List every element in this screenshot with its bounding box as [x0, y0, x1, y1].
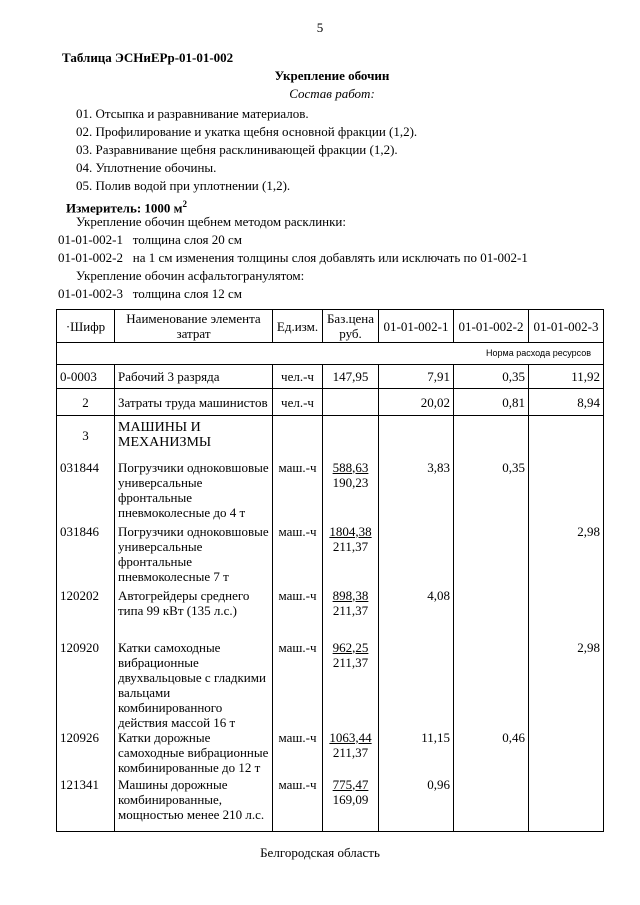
work-item: 03. Разравнивание щебня расклинивающей фракции (1,2).: [76, 142, 398, 157]
row-norm-3: [529, 777, 604, 832]
row-norm-2: 0,81: [454, 389, 529, 416]
row-code: 121341: [57, 777, 115, 832]
row-code: 031846: [57, 524, 115, 588]
row-unit: маш.-ч: [273, 588, 323, 628]
footer-region: Белгородская область: [260, 845, 380, 860]
row-name: Катки самоходные вибрационные двухвальцовые с гладкими вальцами комбинированного действия массой 16 т: [115, 628, 273, 730]
table-header-row: [57, 310, 604, 343]
row-price: 898,38 211,37: [323, 588, 379, 628]
row-norm-3: 2,98: [529, 524, 604, 588]
row-norm-2: 0,46: [454, 730, 529, 777]
row-norm-3: 11,92: [529, 365, 604, 389]
row-name: Машины дорожные комбинированные, мощностью менее 210 л.с.: [115, 777, 273, 832]
table-title: Таблица ЭСНиЕРр-01-01-002: [62, 50, 234, 65]
row-price: [323, 389, 379, 416]
composition-title: Состав работ:: [289, 86, 375, 101]
row-name: Катки дорожные самоходные вибрационные комбинированные до 12 т: [115, 730, 273, 777]
row-name: Погрузчики одноковшовые универсальные фронтальные пневмоколесные до 4 т: [115, 460, 273, 524]
resource-table: [56, 309, 604, 832]
table-row: [57, 588, 604, 628]
table-row: [57, 628, 604, 730]
item-code: 01-01-002-2: [58, 250, 123, 265]
row-norm-1: [379, 416, 454, 460]
item-code: 01-01-002-3: [58, 286, 123, 301]
row-norm-2: 0,35: [454, 460, 529, 524]
table-row: [57, 524, 604, 588]
col-header-code: ·Шифр: [57, 310, 115, 343]
row-unit: маш.-ч: [273, 730, 323, 777]
work-item: 05. Полив водой при уплотнении (1,2).: [76, 178, 291, 193]
row-norm-3: 2,98: [529, 628, 604, 730]
row-norm-2: [454, 777, 529, 832]
row-price: 775,47 169,09: [323, 777, 379, 832]
row-price: 1063,44 211,37: [323, 730, 379, 777]
row-unit: маш.-ч: [273, 524, 323, 588]
row-price: 588,63 190,23: [323, 460, 379, 524]
row-norm-3: [529, 588, 604, 628]
row-norm-2: [454, 524, 529, 588]
item-text: толщина слоя 20 см: [132, 232, 243, 247]
row-norm-3: [529, 460, 604, 524]
table-section-row: [57, 416, 604, 460]
row-code: 120926: [57, 730, 115, 777]
work-item: 01. Отсыпка и разравнивание материалов.: [76, 106, 309, 121]
row-norm-1: 0,96: [379, 777, 454, 832]
row-unit: чел.-ч: [273, 389, 323, 416]
meter-sup: 2: [182, 199, 188, 209]
row-code: 0-0003: [57, 365, 115, 389]
table-row: [57, 460, 604, 524]
item-text: толщина слоя 12 см: [132, 286, 243, 301]
table-row: [57, 730, 604, 777]
item-text: на 1 см изменения толщины слоя добавлять или исключать по 01-002-1: [132, 250, 528, 265]
row-norm-1: 4,08: [379, 588, 454, 628]
row-code: 2: [57, 389, 115, 416]
row-code: 3: [57, 416, 115, 460]
row-unit: чел.-ч: [273, 365, 323, 389]
col-header-norm-2: 01-01-002-2: [454, 310, 529, 343]
row-norm-1: 20,02: [379, 389, 454, 416]
item-code: 01-01-002-1: [58, 232, 123, 247]
row-name: МАШИНЫ И МЕХАНИЗМЫ: [115, 416, 273, 460]
norm-label-row: [57, 343, 604, 365]
section-heading: Укрепление обочин: [274, 68, 390, 83]
row-norm-3: [529, 416, 604, 460]
row-price: 962,25 211,37: [323, 628, 379, 730]
row-norm-2: 0,35: [454, 365, 529, 389]
row-code: 031844: [57, 460, 115, 524]
col-header-name: Наименование элемента затрат: [115, 310, 273, 343]
row-code: 120920: [57, 628, 115, 730]
row-norm-3: [529, 730, 604, 777]
item-2: [58, 250, 528, 266]
work-item: 04. Уплотнение обочины.: [76, 160, 217, 175]
row-norm-2: [454, 628, 529, 730]
work-item: 02. Профилирование и укатка щебня основной фракции (1,2).: [76, 124, 418, 139]
table-row: [57, 365, 604, 389]
page-number: 5: [316, 20, 324, 35]
row-price: 147,95: [323, 365, 379, 389]
row-unit: маш.-ч: [273, 628, 323, 730]
row-norm-1: [379, 524, 454, 588]
row-norm-2: [454, 416, 529, 460]
col-header-price: Баз.цена руб.: [323, 310, 379, 343]
row-norm-1: 3,83: [379, 460, 454, 524]
row-norm-1: [379, 628, 454, 730]
row-name: Погрузчики одноковшовые универсальные фронтальные пневмоколесные 7 т: [115, 524, 273, 588]
norm-label: Норма расхода ресурсов: [57, 343, 604, 365]
row-norm-2: [454, 588, 529, 628]
table-row: [57, 777, 604, 832]
meter-label: Измеритель: 1000 м: [66, 200, 183, 216]
row-norm-3: 8,94: [529, 389, 604, 416]
row-name: Рабочий 3 разряда: [115, 365, 273, 389]
subtitle-2: Укрепление обочин асфальтогранулятом:: [76, 268, 305, 283]
row-norm-1: 7,91: [379, 365, 454, 389]
col-header-norm-3: 01-01-002-3: [529, 310, 604, 343]
col-header-norm-1: 01-01-002-1: [379, 310, 454, 343]
col-header-unit: Ед.изм.: [273, 310, 323, 343]
row-name: Автогрейдеры среднего типа 99 кВт (135 л.с.): [115, 588, 273, 628]
row-unit: маш.-ч: [273, 777, 323, 832]
subtitle-1: Укрепление обочин щебнем методом расклинки:: [76, 214, 346, 229]
row-unit: маш.-ч: [273, 460, 323, 524]
item-1: [58, 232, 242, 248]
row-price: 1804,38 211,37: [323, 524, 379, 588]
item-3: [58, 286, 242, 302]
row-unit: [273, 416, 323, 460]
row-name: Затраты труда машинистов: [115, 389, 273, 416]
row-norm-1: 11,15: [379, 730, 454, 777]
row-code: 120202: [57, 588, 115, 628]
table-row: [57, 389, 604, 416]
row-price: [323, 416, 379, 460]
